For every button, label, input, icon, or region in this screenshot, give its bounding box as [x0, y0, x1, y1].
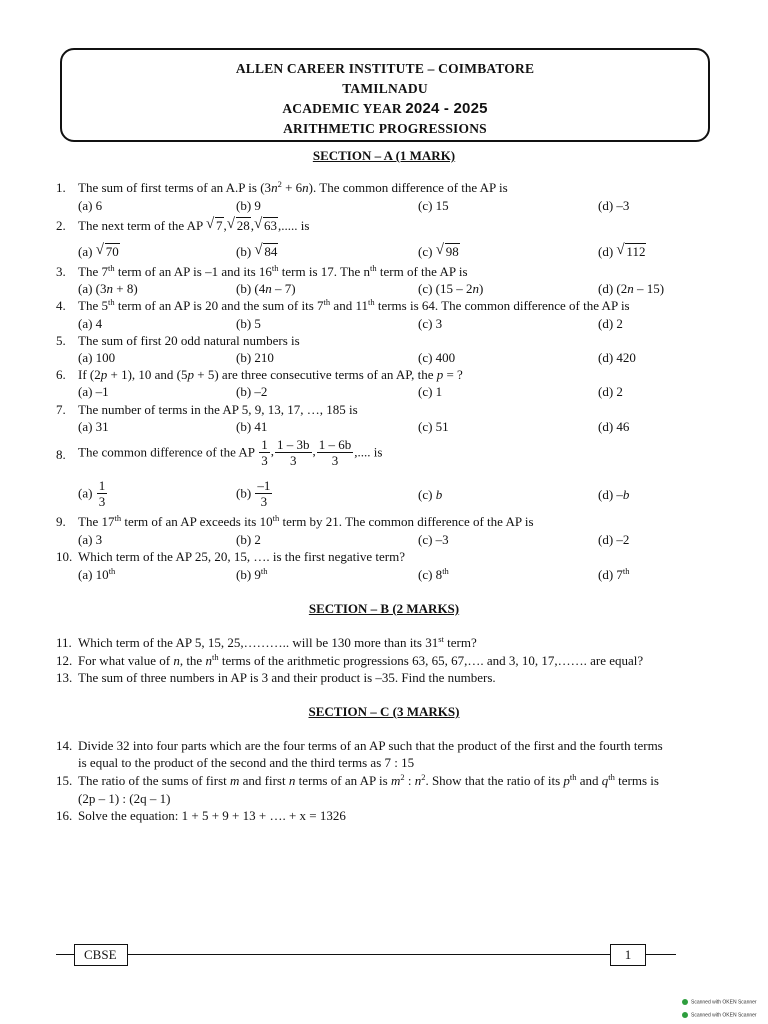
- question-text: For what value of n, the $n^{th}$ terms of the arithmetic progressions 63, 65, 67,…. and 3, 10, 17,……. are equal?: [78, 652, 644, 668]
- option-d: (d) (2n – 15): [598, 281, 665, 296]
- option-c: (c) 400: [418, 350, 456, 365]
- scanner-logo-icon: [682, 999, 688, 1005]
- option-d: (d) –2: [598, 532, 630, 547]
- option-a: (a) 4: [78, 316, 103, 331]
- option-c: (c) (15 – 2n): [418, 281, 484, 296]
- section-c-title: SECTION – C (3 MARKS): [308, 704, 460, 719]
- option-c: (c) 51: [418, 419, 449, 434]
- option-d: (d) 2: [598, 316, 623, 331]
- option-d: (d) 7th: [598, 566, 630, 582]
- question-text: (2p – 1) : (2q – 1): [78, 791, 171, 806]
- question-number: 1.: [56, 180, 66, 195]
- option-b: (b) 5: [236, 316, 261, 331]
- header-box: [60, 48, 710, 142]
- option-d: (d) –b: [598, 487, 630, 502]
- option-b: (b) –2: [236, 384, 268, 399]
- option-d: (d) 420: [598, 350, 636, 365]
- option-a: (a) 10th: [78, 566, 116, 582]
- option-a: (a) $\frac{1}{3}$: [78, 478, 106, 509]
- footer-board-label: CBSE: [74, 944, 128, 966]
- option-a: (a) –1: [78, 384, 109, 399]
- option-a: (a) 31: [78, 419, 109, 434]
- page-number: 1: [610, 944, 646, 966]
- option-c: (c) 8th: [418, 566, 449, 582]
- option-b: (b) (4n – 7): [236, 281, 296, 296]
- question-text: Solve the equation: 1 + 5 + 9 + 13 + …. + x = 1326: [78, 808, 346, 823]
- option-c: (c) –3: [418, 532, 449, 547]
- institute-name: ALLEN CAREER INSTITUTE – COIMBATORE: [235, 61, 535, 76]
- option-c: (c) b: [418, 487, 443, 502]
- option-c: (c) 15: [418, 198, 449, 213]
- academic-year-value: 2024 - 2025: [405, 100, 488, 117]
- question-text: Divide 32 into four parts which are the four terms of an AP such that the product of the first and the fourth terms: [78, 738, 663, 753]
- question-text: The 7th term of an AP is –1 and its 16th term is 17. The $n^{th}$ term of the AP is: [78, 263, 468, 279]
- question-text: The ratio of the sums of first m and first n terms of an AP is $m^2$ : $n^2$. Show that the ratio of its $p^{th}$ and $q^{th}$ terms is: [78, 772, 659, 788]
- question-number: 8.: [56, 447, 66, 462]
- option-b: (b) √ 84: [236, 242, 278, 259]
- question-number: 5.: [56, 333, 66, 348]
- question-number: 9.: [56, 514, 66, 529]
- footer-rule: [56, 954, 676, 955]
- chapter-title: ARITHMETIC PROGRESSIONS: [283, 121, 487, 136]
- option-a: (a) √ 70: [78, 242, 119, 259]
- option-b: (b) 9: [236, 198, 261, 213]
- option-c: (c) √ 98: [418, 242, 459, 259]
- scanner-watermark: Scanned with OKEN Scanner: [682, 1012, 757, 1018]
- scanner-watermark: Scanned with OKEN Scanner: [682, 999, 757, 1005]
- question-number: 4.: [56, 298, 66, 313]
- question-text: is equal to the product of the second and the third terms as 7 : 15: [78, 755, 415, 770]
- option-a: (a) 3: [78, 532, 103, 547]
- question-number: 11.: [56, 635, 72, 650]
- question-number: 12.: [56, 653, 73, 668]
- option-c: (c) 3: [418, 316, 443, 331]
- question-number: 14.: [56, 738, 73, 753]
- state-name: TAMILNADU: [342, 81, 428, 96]
- question-text: The next term of the AP √ 7, √ 28, √ 63,..... is: [78, 216, 310, 233]
- question-number: 3.: [56, 264, 66, 279]
- question-text: If (2p + 1), 10 and (5p + 5) are three consecutive terms of an AP, the p = ?: [78, 367, 463, 382]
- option-b: (b) 210: [236, 350, 274, 365]
- question-number: 10.: [56, 549, 73, 564]
- question-text: The sum of first terms of an A.P is $(3n^2 + 6n)$. The common difference of the AP is: [78, 179, 508, 195]
- academic-year: [62, 99, 708, 119]
- option-b: (b) 41: [236, 419, 268, 434]
- question-text: The 5th term of an AP is 20 and the sum of its 7th and 11th terms is 64. The common difference of the AP is: [78, 297, 630, 313]
- option-d: (d) –3: [598, 198, 630, 213]
- question-text: The number of terms in the AP 5, 9, 13, 17, …, 185 is: [78, 402, 358, 417]
- option-b: (b) 2: [236, 532, 261, 547]
- question-number: 2.: [56, 218, 66, 233]
- option-d: (d) 46: [598, 419, 630, 434]
- option-d: (d) √ 112: [598, 242, 646, 259]
- option-a: (a) 6: [78, 198, 103, 213]
- section-b-title: SECTION – B (2 MARKS): [308, 601, 460, 616]
- question-number: 13.: [56, 670, 73, 685]
- section-a-title: SECTION – A (1 MARK): [312, 148, 456, 163]
- question-text: Which term of the AP 25, 20, 15, …. is the first negative term?: [78, 549, 405, 564]
- question-text: The sum of three numbers in AP is 3 and their product is –35. Find the numbers.: [78, 670, 496, 685]
- option-a: (a) 100: [78, 350, 116, 365]
- question-text: The sum of first 20 odd natural numbers is: [78, 333, 300, 348]
- question-number: 6.: [56, 367, 66, 382]
- question-number: 16.: [56, 808, 73, 823]
- question-number: 7.: [56, 402, 66, 417]
- question-text: The 17th term of an AP exceeds its 10th term by 21. The common difference of the AP is: [78, 513, 534, 529]
- question-number: 15.: [56, 773, 73, 788]
- option-c: (c) 1: [418, 384, 443, 399]
- question-text: Which term of the AP 5, 15, 25,……….. will be 130 more than its 31st term?: [78, 634, 477, 650]
- question-text: The common difference of the AP $\frac{1}{3}$ , $\frac{1 - 3b}{3}$ , $\frac{1 - 6b}{3}$ ,.... is: [78, 437, 383, 468]
- option-b: (b) 9th: [236, 566, 268, 582]
- academic-year-label: ACADEMIC YEAR: [282, 101, 402, 116]
- scanner-logo-icon: [682, 1012, 688, 1018]
- option-b: (b) $\frac{-1}{3}$: [236, 478, 271, 509]
- option-a: (a) (3n + 8): [78, 281, 138, 296]
- option-d: (d) 2: [598, 384, 623, 399]
